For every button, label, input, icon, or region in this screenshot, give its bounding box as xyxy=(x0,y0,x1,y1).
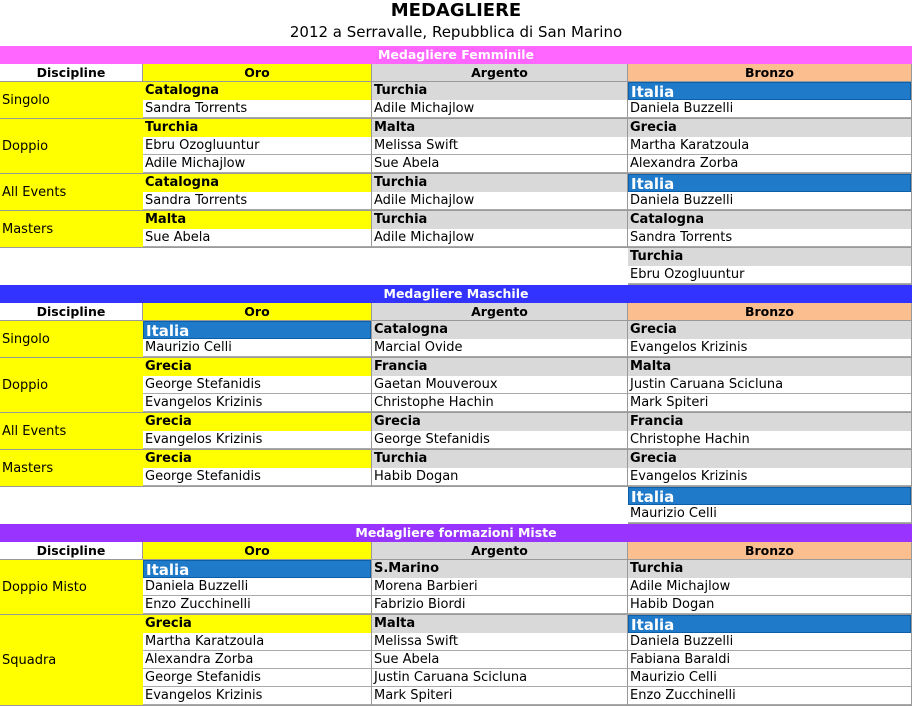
header-argento: Argento xyxy=(372,542,628,560)
athlete-name: Marcial Ovide xyxy=(372,339,627,357)
nation-label: Catalogna xyxy=(143,82,371,100)
medal-cell xyxy=(628,487,912,524)
athlete-name: George Stefanidis xyxy=(372,431,627,449)
discipline-label: Doppio xyxy=(0,358,143,413)
athlete-name: Sue Abela xyxy=(143,229,371,247)
athlete-name: Martha Karatzoula xyxy=(143,633,371,651)
nation-label: Malta xyxy=(372,119,627,137)
athlete-name: Habib Dogan xyxy=(372,468,627,486)
medal-table xyxy=(0,46,912,706)
nation-label: Italia xyxy=(628,487,911,505)
discipline-row xyxy=(0,321,912,358)
discipline-label: Masters xyxy=(0,450,143,487)
discipline-row xyxy=(0,560,912,615)
nation-label: Turchia xyxy=(372,82,627,100)
nation-label: Malta xyxy=(372,615,627,633)
medal-cell xyxy=(143,413,372,450)
nation-label: Italia xyxy=(143,560,371,578)
athlete-name: George Stefanidis xyxy=(143,376,371,394)
empty-cells xyxy=(0,487,628,524)
athlete-name: Habib Dogan xyxy=(628,596,911,614)
medal-cell xyxy=(628,358,912,413)
athlete-name: Justin Caruana Scicluna xyxy=(628,376,911,394)
discipline-row xyxy=(0,450,912,487)
section-header: Medagliere Maschile xyxy=(0,285,912,303)
nation-label: Turchia xyxy=(372,174,627,192)
discipline-row xyxy=(0,211,912,248)
medal-cell xyxy=(628,119,912,174)
nation-label: Grecia xyxy=(143,450,371,468)
header-discipline: Discipline xyxy=(0,542,143,560)
medal-cell xyxy=(143,174,372,211)
athlete-name: Daniela Buzzelli xyxy=(628,633,911,651)
header-oro: Oro xyxy=(143,64,372,82)
nation-label: Grecia xyxy=(628,119,911,137)
athlete-name: Adile Michajlow xyxy=(372,229,627,247)
medal-cell xyxy=(628,321,912,358)
nation-label: Italia xyxy=(628,82,911,100)
athlete-name: Fabrizio Biordi xyxy=(372,596,627,614)
athlete-name: Alexandra Zorba xyxy=(628,155,911,173)
medal-cell xyxy=(372,211,628,248)
medal-cell xyxy=(628,211,912,248)
medal-cell xyxy=(372,321,628,358)
extra-bronze-row xyxy=(0,248,912,285)
nation-label: Francia xyxy=(372,358,627,376)
athlete-name: Enzo Zucchinelli xyxy=(628,687,911,705)
nation-label: Grecia xyxy=(143,615,371,633)
athlete-name: Maurizio Celli xyxy=(143,339,371,357)
athlete-name: George Stefanidis xyxy=(143,468,371,486)
discipline-row xyxy=(0,615,912,706)
athlete-name: Ebru Ozogluuntur xyxy=(143,137,371,155)
nation-label: Catalogna xyxy=(628,211,911,229)
nation-label: Grecia xyxy=(628,321,911,339)
header-discipline: Discipline xyxy=(0,303,143,321)
athlete-name: Alexandra Zorba xyxy=(143,651,371,669)
discipline-row xyxy=(0,119,912,174)
athlete-name: Sue Abela xyxy=(372,155,627,173)
medal-cell xyxy=(372,82,628,119)
medal-cell xyxy=(143,560,372,615)
medal-cell xyxy=(143,450,372,487)
medal-cell xyxy=(628,413,912,450)
medal-cell xyxy=(372,119,628,174)
nation-label: Malta xyxy=(143,211,371,229)
athlete-name: Gaetan Mouveroux xyxy=(372,376,627,394)
column-header-row xyxy=(0,64,912,82)
header-bronzo: Bronzo xyxy=(628,64,912,82)
athlete-name: Fabiana Baraldi xyxy=(628,651,911,669)
athlete-name: Adile Michajlow xyxy=(143,155,371,173)
column-header-row xyxy=(0,542,912,560)
medal-cell xyxy=(143,119,372,174)
discipline-label: Masters xyxy=(0,211,143,248)
header-oro: Oro xyxy=(143,542,372,560)
athlete-name: Adile Michajlow xyxy=(372,192,627,210)
nation-label: Malta xyxy=(628,358,911,376)
discipline-row xyxy=(0,82,912,119)
athlete-name: Evangelos Krizinis xyxy=(143,431,371,449)
medal-cell xyxy=(143,82,372,119)
nation-label: Italia xyxy=(628,615,911,633)
nation-label: S.Marino xyxy=(372,560,627,578)
nation-label: Catalogna xyxy=(143,174,371,192)
athlete-name: Evangelos Krizinis xyxy=(143,394,371,412)
header-bronzo: Bronzo xyxy=(628,542,912,560)
nation-label: Italia xyxy=(628,174,911,192)
discipline-row xyxy=(0,413,912,450)
athlete-name: Martha Karatzoula xyxy=(628,137,911,155)
athlete-name: Sue Abela xyxy=(372,651,627,669)
discipline-row xyxy=(0,358,912,413)
athlete-name: Melissa Swift xyxy=(372,137,627,155)
section-header: Medagliere formazioni Miste xyxy=(0,524,912,542)
header-bronzo: Bronzo xyxy=(628,303,912,321)
medal-cell xyxy=(143,358,372,413)
nation-label: Turchia xyxy=(143,119,371,137)
column-header-row xyxy=(0,303,912,321)
nation-label: Francia xyxy=(628,413,911,431)
medal-cell xyxy=(372,358,628,413)
discipline-label: Singolo xyxy=(0,321,143,358)
nation-label: Grecia xyxy=(372,413,627,431)
medal-cell xyxy=(628,450,912,487)
discipline-label: Doppio Misto xyxy=(0,560,143,615)
medal-cell xyxy=(372,174,628,211)
medal-cell xyxy=(143,321,372,358)
athlete-name: Adile Michajlow xyxy=(628,578,911,596)
athlete-name: Evangelos Krizinis xyxy=(628,468,911,486)
athlete-name: Evangelos Krizinis xyxy=(143,687,371,705)
discipline-label: Singolo xyxy=(0,82,143,119)
medal-cell xyxy=(628,82,912,119)
medal-cell xyxy=(628,248,912,285)
header-oro: Oro xyxy=(143,303,372,321)
athlete-name: Sandra Torrents xyxy=(143,192,371,210)
medal-cell xyxy=(143,211,372,248)
athlete-name: Enzo Zucchinelli xyxy=(143,596,371,614)
athlete-name: Maurizio Celli xyxy=(628,505,911,523)
athlete-name: Morena Barbieri xyxy=(372,578,627,596)
section-header: Medagliere Femminile xyxy=(0,46,912,64)
athlete-name: Sandra Torrents xyxy=(628,229,911,247)
nation-label: Turchia xyxy=(628,560,911,578)
discipline-label: Doppio xyxy=(0,119,143,174)
nation-label: Turchia xyxy=(372,211,627,229)
discipline-row xyxy=(0,174,912,211)
nation-label: Turchia xyxy=(372,450,627,468)
medal-cell xyxy=(143,615,372,706)
nation-label: Italia xyxy=(143,321,371,339)
athlete-name: Mark Spiteri xyxy=(628,394,911,412)
extra-bronze-row xyxy=(0,487,912,524)
medal-cell xyxy=(628,615,912,706)
athlete-name: Justin Caruana Scicluna xyxy=(372,669,627,687)
athlete-name: Daniela Buzzelli xyxy=(628,100,911,118)
athlete-name: Sandra Torrents xyxy=(143,100,371,118)
header-argento: Argento xyxy=(372,64,628,82)
athlete-name: Daniela Buzzelli xyxy=(628,192,911,210)
medal-cell xyxy=(372,615,628,706)
athlete-name: Christophe Hachin xyxy=(372,394,627,412)
medal-cell xyxy=(372,413,628,450)
page-subtitle: 2012 a Serravalle, Repubblica di San Marino xyxy=(289,23,623,41)
athlete-name: Ebru Ozogluuntur xyxy=(628,266,911,284)
nation-label: Grecia xyxy=(628,450,911,468)
nation-label: Catalogna xyxy=(372,321,627,339)
header-argento: Argento xyxy=(372,303,628,321)
athlete-name: Evangelos Krizinis xyxy=(628,339,911,357)
athlete-name: Christophe Hachin xyxy=(628,431,911,449)
athlete-name: Melissa Swift xyxy=(372,633,627,651)
athlete-name: Mark Spiteri xyxy=(372,687,627,705)
header-discipline: Discipline xyxy=(0,64,143,82)
medal-cell xyxy=(628,560,912,615)
nation-label: Turchia xyxy=(628,248,911,266)
medal-cell xyxy=(372,450,628,487)
empty-cells xyxy=(0,248,628,285)
nation-label: Grecia xyxy=(143,358,371,376)
nation-label: Grecia xyxy=(143,413,371,431)
discipline-label: All Events xyxy=(0,174,143,211)
athlete-name: Adile Michajlow xyxy=(372,100,627,118)
athlete-name: Maurizio Celli xyxy=(628,669,911,687)
page-title: MEDAGLIERE xyxy=(390,0,522,21)
athlete-name: George Stefanidis xyxy=(143,669,371,687)
discipline-label: Squadra xyxy=(0,615,143,706)
medal-cell xyxy=(628,174,912,211)
medal-cell xyxy=(372,560,628,615)
athlete-name: Daniela Buzzelli xyxy=(143,578,371,596)
discipline-label: All Events xyxy=(0,413,143,450)
